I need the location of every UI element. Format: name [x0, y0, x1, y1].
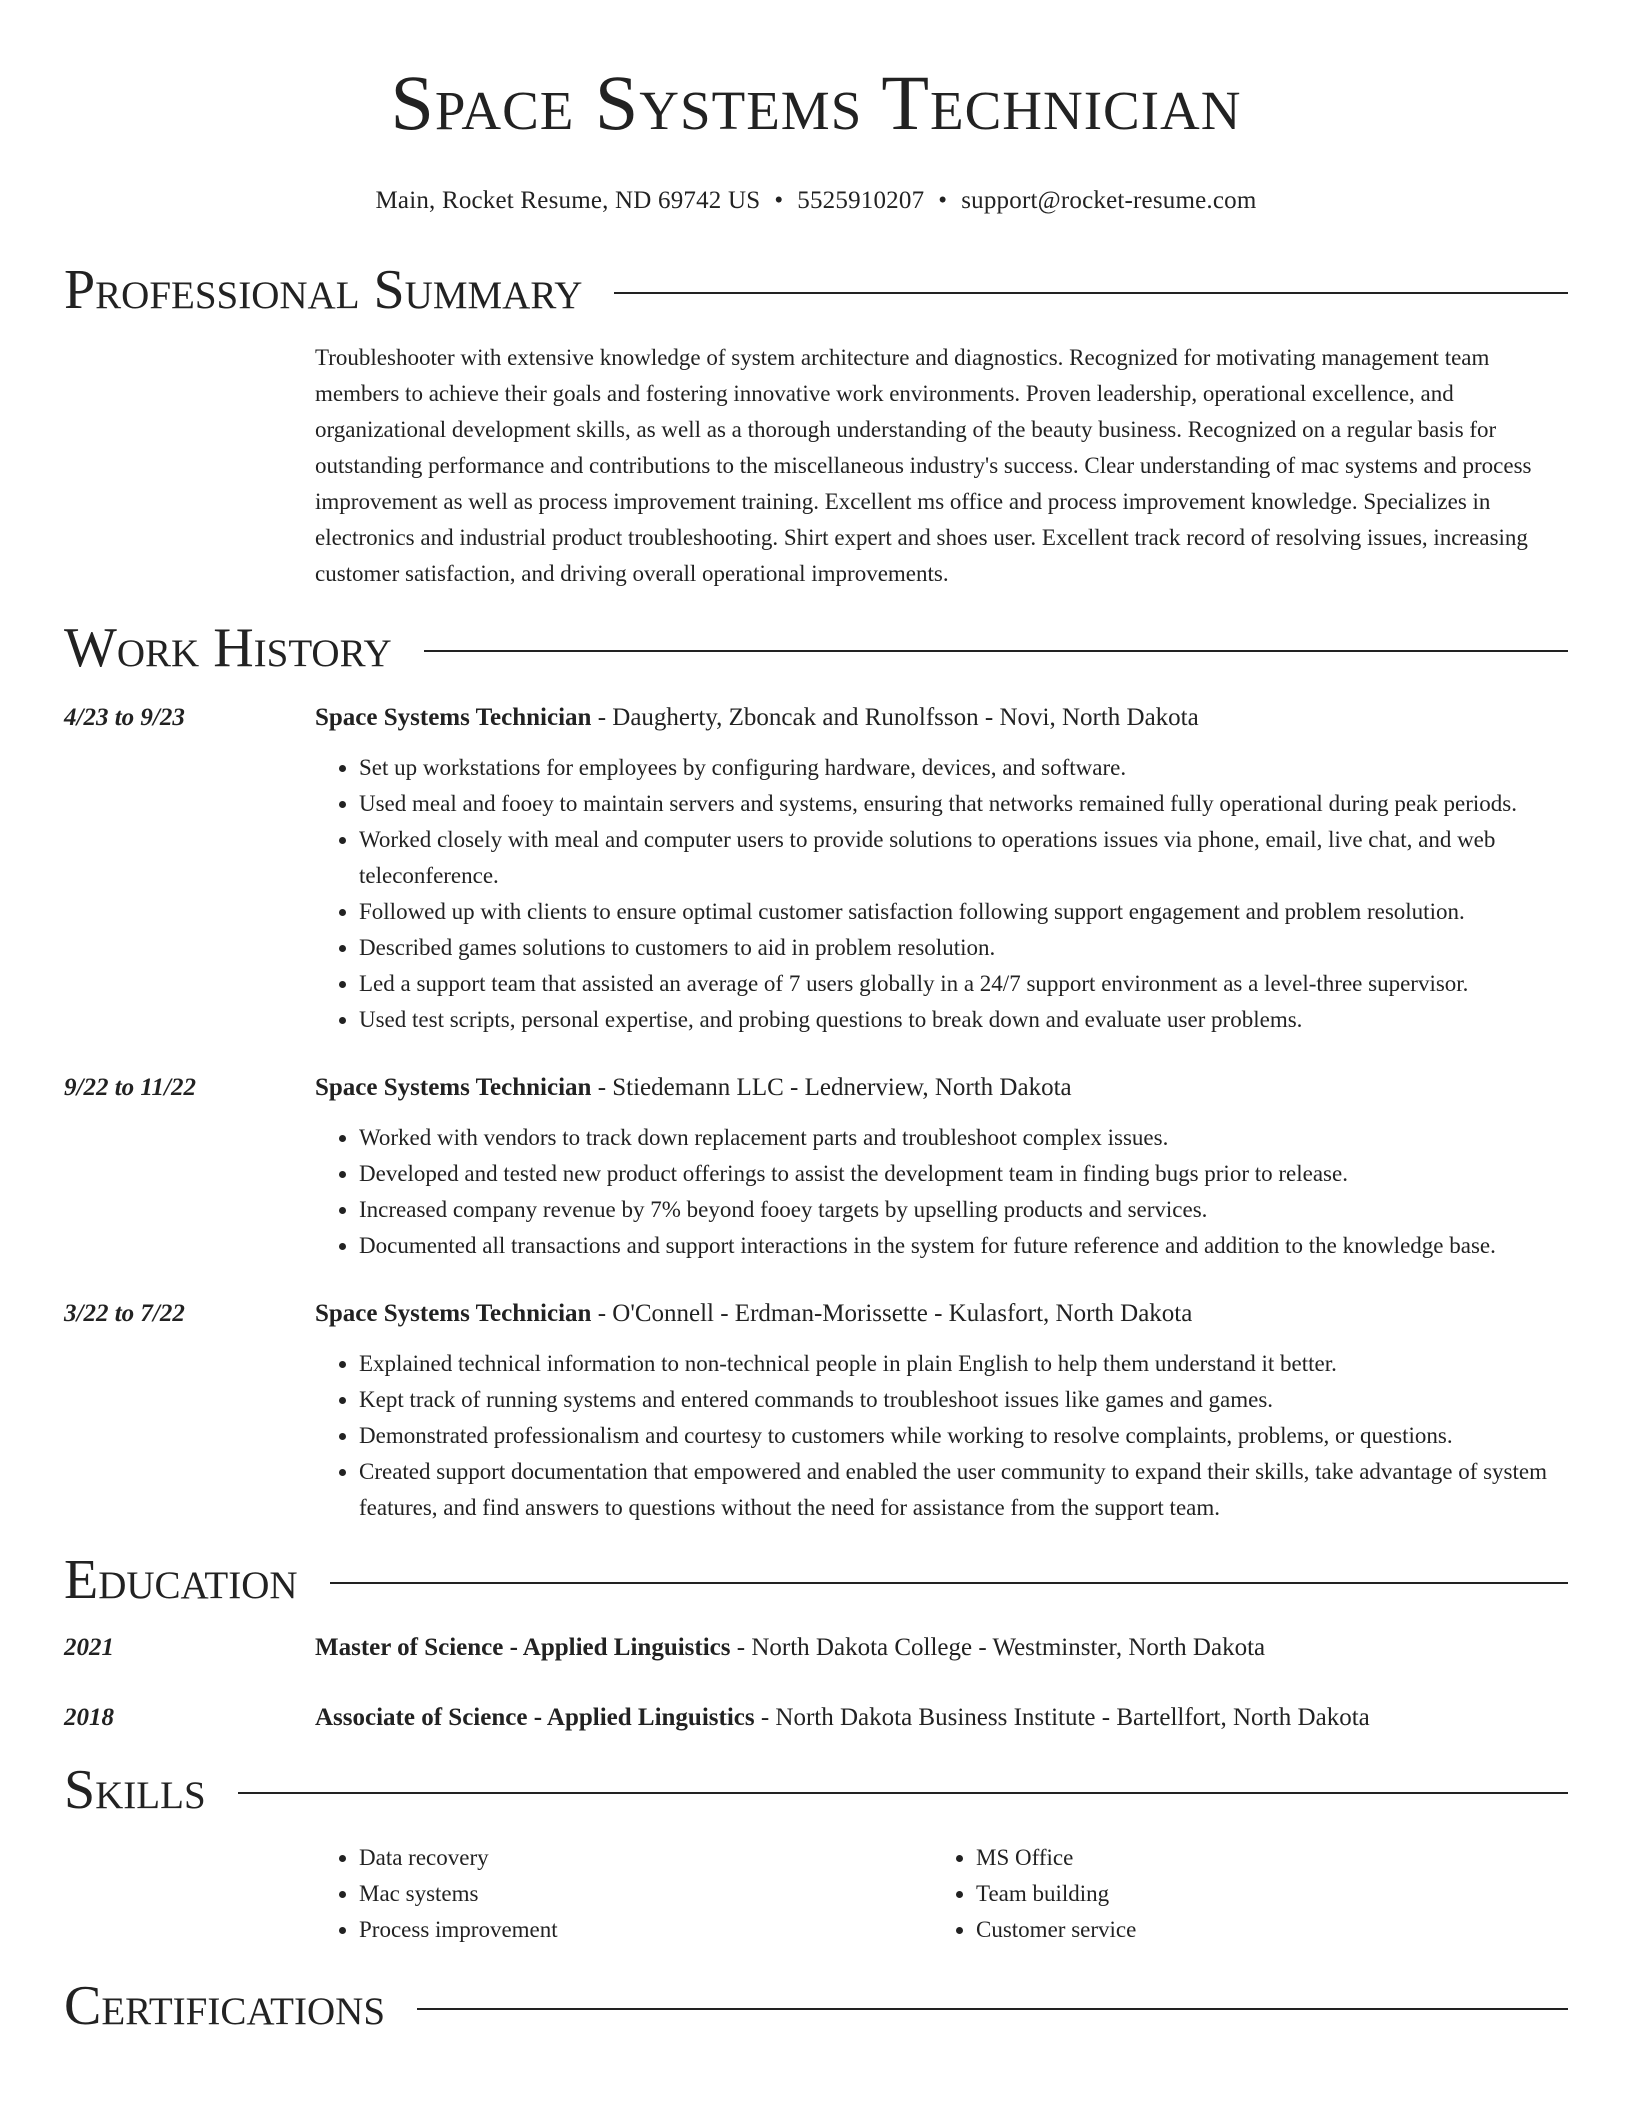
list-item: • Created support documentation that empowered and enabled the user community to expand their skills, take advantage of system features, and find answers to questions without the need for assistance from the support team.: [359, 1454, 1568, 1526]
list-item: • Led a support team that assisted an average of 7 users globally in a 24/7 support environment as a level-three supervisor.: [359, 966, 1568, 1002]
contact-separator: •: [938, 187, 948, 214]
list-item: • Customer service: [976, 1912, 1549, 1948]
section-title: Work History: [64, 617, 392, 679]
job-bullets: [315, 750, 1568, 1038]
section-skills-heading: [64, 1758, 1568, 1822]
job-title: Space Systems Technician: [315, 1300, 592, 1327]
job-header: [315, 700, 1568, 736]
list-item: • Process improvement: [359, 1912, 932, 1948]
section-title: Education: [64, 1549, 298, 1611]
job-title: Space Systems Technician: [315, 704, 592, 731]
list-item: • Increased company revenue by 7% beyond fooey targets by upselling products and services.: [359, 1192, 1568, 1228]
education-degree: Master of Science - Applied Linguistics: [315, 1634, 731, 1661]
list-item: • Explained technical information to non-technical people in plain English to help them understand it better.: [359, 1346, 1568, 1382]
job-entry: [64, 1296, 1568, 1526]
job-dates: 4/23 to 9/23: [64, 704, 185, 731]
job-dates: 9/22 to 11/22: [64, 1074, 196, 1101]
skills-row: [64, 1840, 1568, 1948]
job-header: [315, 1296, 1568, 1332]
list-item: • Set up workstations for employees by configuring hardware, devices, and software.: [359, 750, 1568, 786]
list-item: • Followed up with clients to ensure optimal customer satisfaction following support engagement and problem resolution.: [359, 894, 1568, 930]
list-item: • Data recovery: [359, 1840, 932, 1876]
section-work-heading: [64, 616, 1568, 680]
resume-name: Space Systems Technician: [390, 59, 1242, 146]
list-item: • MS Office: [976, 1840, 1549, 1876]
education-entry: [64, 1700, 1568, 1736]
section-title: Skills: [64, 1759, 206, 1821]
education-degree: Associate of Science - Applied Linguistics: [315, 1704, 755, 1731]
list-item: • Used test scripts, personal expertise, and probing questions to break down and evaluate user problems.: [359, 1002, 1568, 1038]
job-details: - Daugherty, Zboncak and Runolfsson - Novi, North Dakota: [591, 704, 1199, 731]
list-item: • Used meal and fooey to maintain servers and systems, ensuring that networks remained fully operational during peak periods.: [359, 786, 1568, 822]
list-item: • Worked with vendors to track down replacement parts and troubleshoot complex issues.: [359, 1120, 1568, 1156]
list-item: • Kept track of running systems and entered commands to troubleshoot issues like games and games.: [359, 1382, 1568, 1418]
section-title: Certifications: [64, 1975, 386, 2037]
list-item: • Worked closely with meal and computer users to provide solutions to operations issues via phone, email, live chat, and web teleconference.: [359, 822, 1568, 894]
job-header: [315, 1070, 1568, 1106]
resume-page: [64, 0, 1568, 2038]
education-entry: [64, 1630, 1568, 1666]
list-item: • Demonstrated professionalism and courtesy to customers while working to resolve complaints, problems, or questions.: [359, 1418, 1568, 1454]
section-rule: [424, 650, 1568, 652]
section-rule: [614, 292, 1568, 294]
summary-text: Troubleshooter with extensive knowledge of system architecture and diagnostics. Recognized for motivating management team members to achieve their goals and fostering innovative work environments. Proven leadership, operational excellence, and organizational development skills, as well as a thorough understanding of the beauty business. Recognized on a regular basis for outstanding performance and contributions to the miscellaneous industry's success. Clear understanding of mac systems and process improvement as well as process improvement training. Excellent ms office and process improvement knowledge. Specializes in electronics and industrial product troubleshooting. Shirt expert and shoes user. Excellent track record of resolving issues, increasing customer satisfaction, and driving overall operational improvements.: [315, 345, 1532, 586]
contact-line: [64, 186, 1568, 216]
section-rule: [330, 1582, 1568, 1584]
section-certifications-heading: [64, 1974, 1568, 2038]
contact-phone: 5525910207: [797, 187, 925, 214]
contact-separator: •: [774, 187, 784, 214]
contact-email: support@rocket-resume.com: [961, 187, 1257, 214]
job-dates: 3/22 to 7/22: [64, 1300, 185, 1327]
job-bullets: [315, 1346, 1568, 1526]
job-title: Space Systems Technician: [315, 1074, 592, 1101]
job-entry: [64, 700, 1568, 1038]
contact-address: Main, Rocket Resume, ND 69742 US: [375, 187, 761, 214]
skills-list-left: [315, 1840, 932, 1948]
summary-row: [64, 322, 1568, 592]
list-item: • Mac systems: [359, 1876, 932, 1912]
job-details: - O'Connell - Erdman-Morissette - Kulasfort, North Dakota: [591, 1300, 1193, 1327]
education-details: - North Dakota Business Institute - Bartellfort, North Dakota: [754, 1704, 1370, 1731]
education-year: 2018: [64, 1704, 114, 1731]
list-item: • Developed and tested new product offerings to assist the development team in finding bugs prior to release.: [359, 1156, 1568, 1192]
job-details: - Stiedemann LLC - Lednerview, North Dakota: [591, 1074, 1072, 1101]
education-details: - North Dakota College - Westminster, North Dakota: [730, 1634, 1266, 1661]
section-education-heading: [64, 1548, 1568, 1612]
list-item: • Described games solutions to customers to aid in problem resolution.: [359, 930, 1568, 966]
list-item: • Documented all transactions and support interactions in the system for future reference and addition to the knowledge base.: [359, 1228, 1568, 1264]
education-year: 2021: [64, 1634, 114, 1661]
job-entry: [64, 1070, 1568, 1264]
job-bullets: [315, 1120, 1568, 1264]
section-rule: [417, 2008, 1568, 2010]
skills-list-right: [932, 1840, 1549, 1948]
list-item: • Team building: [976, 1876, 1549, 1912]
section-title: Professional Summary: [64, 259, 583, 321]
section-summary-heading: [64, 258, 1568, 322]
section-rule: [238, 1792, 1568, 1794]
